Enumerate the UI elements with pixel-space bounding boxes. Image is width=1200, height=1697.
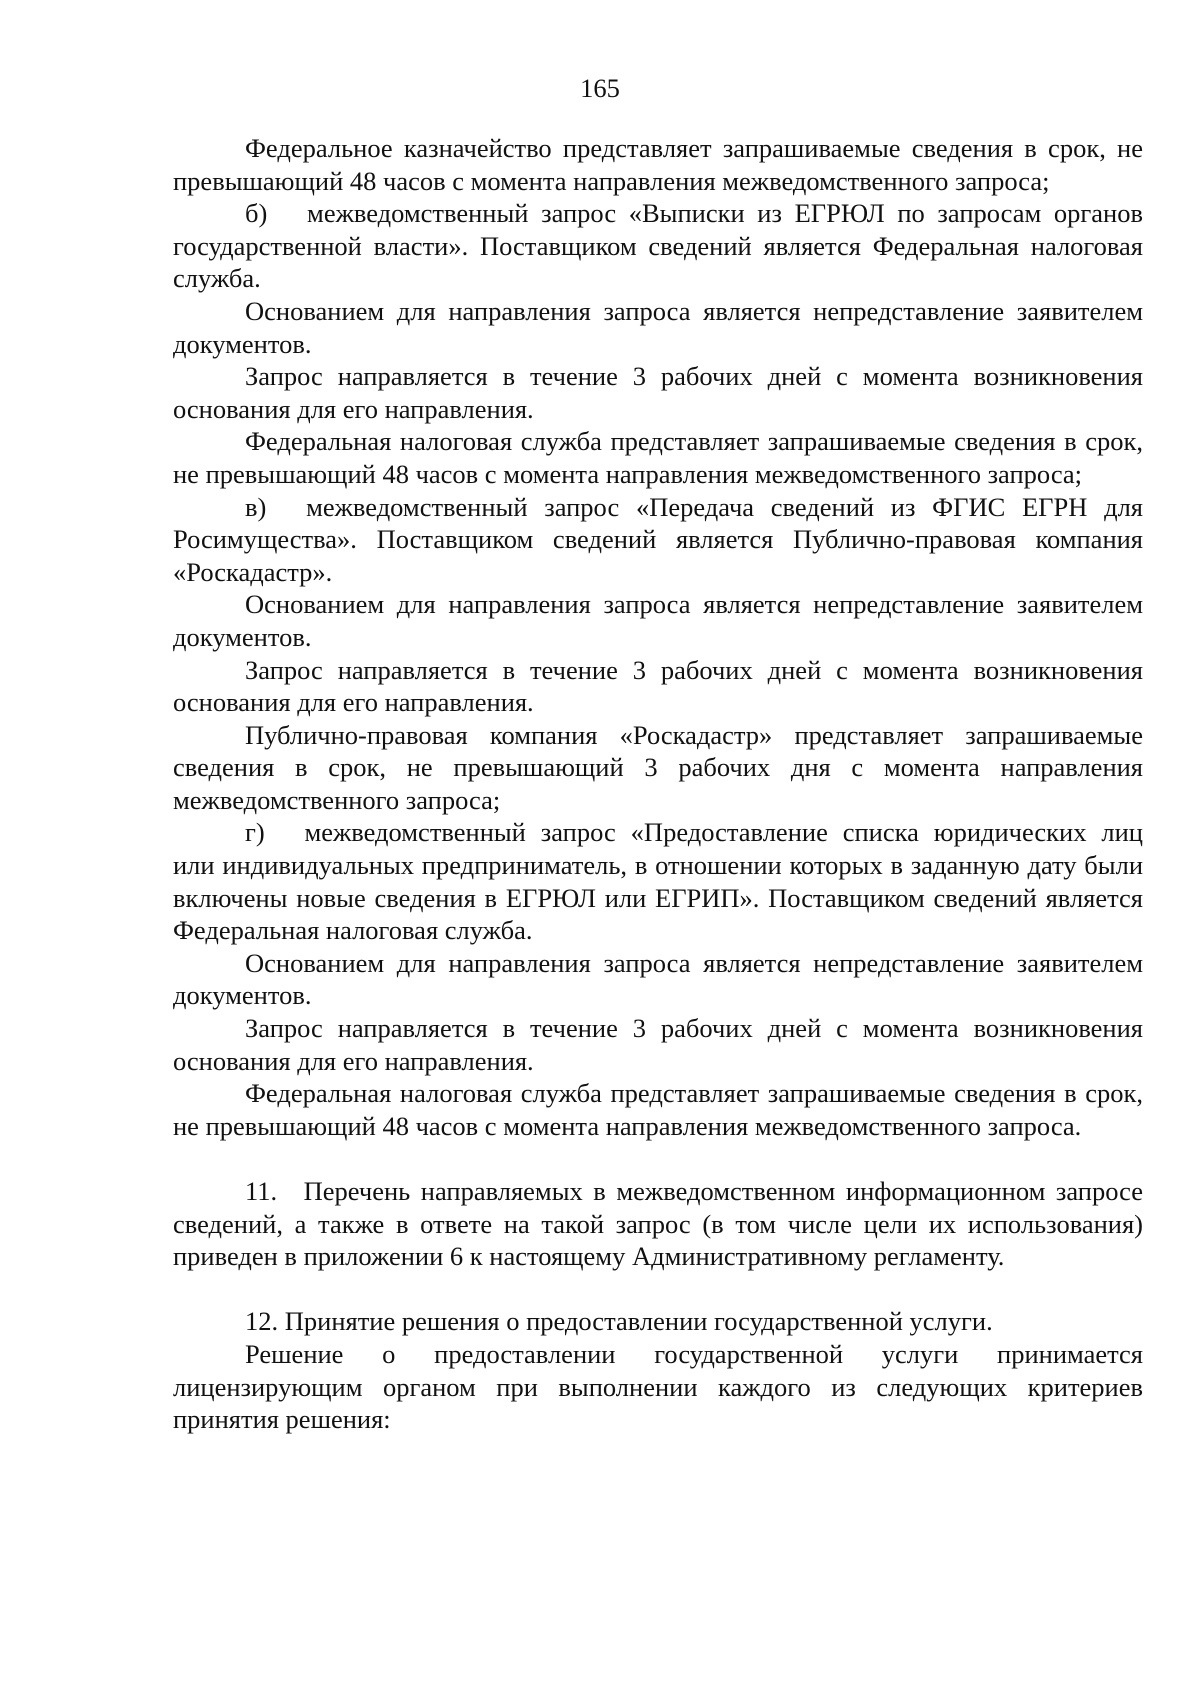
paragraph-item-v: в) межведомственный запрос «Передача сведений из ФГИС ЕГРН для Росимущества». Поставщиком сведений является Публично-правовая компания «Роскадастр». <box>173 491 1143 587</box>
paragraph: Федеральная налоговая служба представляет запрашиваемые сведения в срок, не превышающий 48 часов с момента направления межведомственного запроса; <box>173 426 1143 489</box>
paragraph-item-b: б) межведомственный запрос «Выписки из ЕГРЮЛ по запросам органов государственной власти». Поставщиком сведений является Федеральная налоговая служба. <box>173 198 1143 294</box>
paragraph: Основанием для направления запроса является непредставление заявителем документов. <box>173 589 1143 652</box>
paragraph: Решение о предоставлении государственной услуги принимается лицензирующим органом при выполнении каждого из следующих критериев принятия решения: <box>173 1338 1143 1435</box>
document-body <box>173 132 1143 1436</box>
paragraph: Федеральная налоговая служба представляет запрашиваемые сведения в срок, не превышающий 48 часов с момента направления межведомственного запроса. <box>173 1078 1143 1141</box>
paragraph: Запрос направляется в течение 3 рабочих дней с момента возникновения основания для его направления. <box>173 1013 1143 1076</box>
paragraph: Запрос направляется в течение 3 рабочих дней с момента возникновения основания для его направления. <box>173 654 1143 718</box>
paragraph: Запрос направляется в течение 3 рабочих дней с момента возникновения основания для его направления. <box>173 361 1143 424</box>
paragraph: Основанием для направления запроса является непредставление заявителем документов. <box>173 947 1143 1011</box>
paragraph: Основанием для направления запроса является непредставление заявителем документов. <box>173 295 1143 359</box>
paragraph: Публично-правовая компания «Роскадастр» представляет запрашиваемые сведения в срок, не превышающий 3 рабочих дня с момента направления межведомственного запроса; <box>173 719 1143 815</box>
page-number: 165 <box>580 73 620 103</box>
paragraph-item-g: г) межведомственный запрос «Предоставление списка юридических лиц или индивидуальных предприниматель, в отношении которых в заданную дату были включены новые сведения в ЕГРЮЛ или ЕГРИП». Поставщиком сведений является Федеральная налоговая служба. <box>173 817 1143 946</box>
section-12-heading: 12. Принятие решения о предоставлении государственной услуги. <box>245 1306 993 1337</box>
section-11-paragraph: 11. Перечень направляемых в межведомственном информационном запросе сведений, а также в ответе на такой запрос (в том числе цели их использования) приведен в приложении 6 к настоящему Административному регламенту. <box>173 1176 1143 1272</box>
paragraph: Федеральное казначейство представляет запрашиваемые сведения в срок, не превышающий 48 часов с момента направления межведомственного запроса; <box>173 133 1143 196</box>
